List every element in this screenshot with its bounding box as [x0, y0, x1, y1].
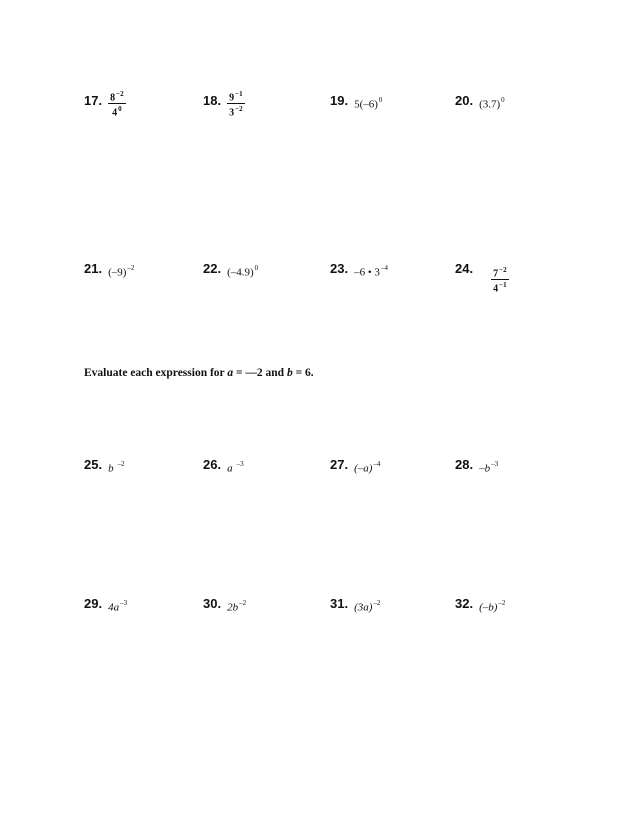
problem-number: 27.: [330, 457, 349, 472]
expression: $-b^{-3}$: [479, 460, 499, 475]
expression: $(-b)^{-2}$: [479, 599, 506, 614]
fraction-expression: $\frac{8^{-2}}{4^0}$: [110, 90, 124, 119]
problem-number: 29.: [84, 596, 103, 611]
expression: $(-9)^{-2}$: [108, 264, 135, 279]
problem-17: [84, 90, 126, 119]
problem-31: [330, 596, 380, 616]
problem-number: 22.: [203, 261, 222, 276]
instruction-text: Evaluate each expression for a = —2 and b = 6.: [84, 367, 314, 379]
problem-number: 20.: [455, 93, 474, 108]
problem-number: 18.: [203, 93, 222, 108]
problem-20: [455, 93, 505, 113]
problem-number: 31.: [330, 596, 349, 611]
problem-21: [84, 261, 134, 281]
expression: $2b^{-2}$: [227, 599, 247, 614]
problem-29: [84, 596, 127, 616]
expression: –6 • $3^{-4}$: [354, 264, 388, 279]
problem-number: 30.: [203, 596, 222, 611]
expression: a $^{-3}$: [227, 460, 244, 475]
problem-22: [203, 261, 258, 281]
problem-number: 23.: [330, 261, 349, 276]
problem-28: [455, 457, 498, 477]
expression: $(3.7)^0$: [479, 96, 505, 111]
problem-23: [330, 261, 388, 281]
problem-number: 24.: [455, 261, 474, 276]
expression: $(3a)^{-2}$: [354, 599, 381, 614]
problem-27: [330, 457, 380, 477]
expression: b $^{-2}$: [108, 460, 125, 475]
problem-32: [455, 596, 505, 616]
problem-row-2: [0, 261, 638, 301]
problem-26: [203, 457, 244, 477]
problem-row-1: [0, 90, 638, 133]
expression: $5(-6)^0$: [354, 96, 383, 111]
problem-30: [203, 596, 246, 616]
problem-24: [455, 261, 509, 295]
problem-number: 19.: [330, 93, 349, 108]
problem-19: [330, 93, 382, 113]
problem-number: 28.: [455, 457, 474, 472]
fraction-expression: $\frac{9^{-1}}{3^{-2}}$: [229, 90, 243, 119]
problem-row-4: [0, 596, 638, 636]
problem-number: 25.: [84, 457, 103, 472]
problem-row-3: [0, 457, 638, 497]
problem-18: [203, 90, 245, 119]
fraction-expression: $\frac{7^{-2}}{4^{-1}}$: [493, 266, 507, 295]
problem-25: [84, 457, 125, 477]
problem-number: 26.: [203, 457, 222, 472]
problem-number: 32.: [455, 596, 474, 611]
expression: $4a^{-3}$: [108, 599, 128, 614]
problem-number: 21.: [84, 261, 103, 276]
expression: $(-a)^{-4}$: [354, 460, 381, 475]
expression: $(-4.9)^0$: [227, 264, 259, 279]
problem-number: 17.: [84, 93, 103, 108]
